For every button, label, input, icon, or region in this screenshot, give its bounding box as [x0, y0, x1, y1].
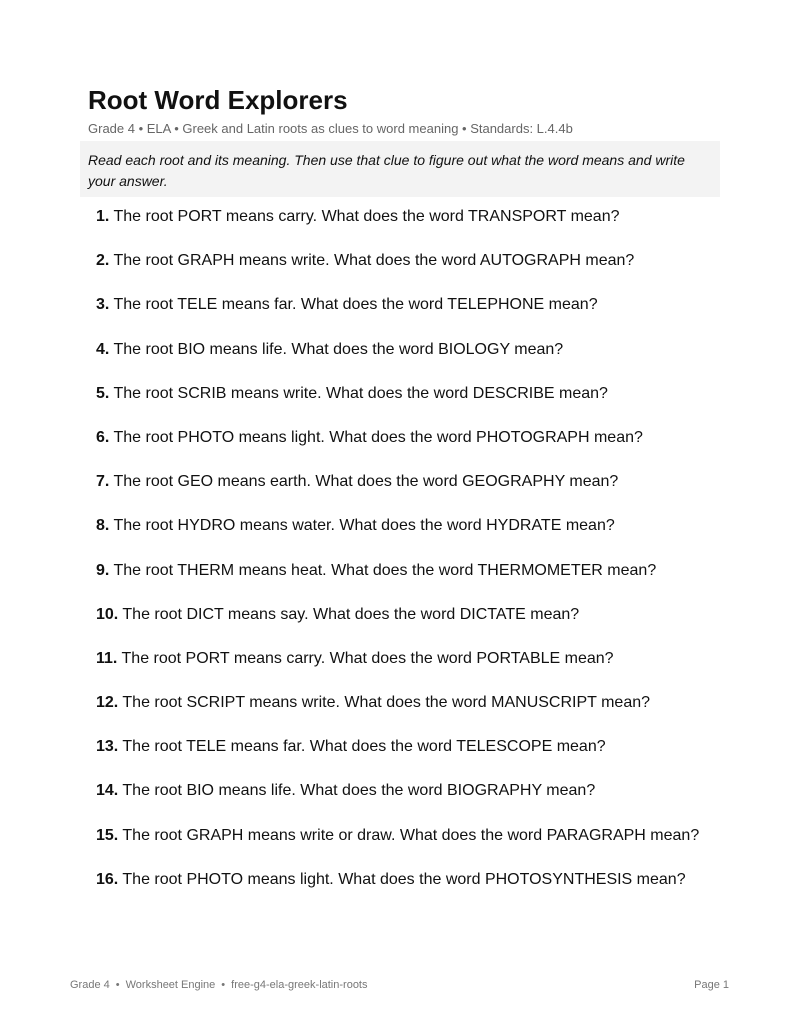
footer-separator: •: [115, 979, 120, 991]
question-number: 15.: [96, 826, 119, 844]
question-number: 12.: [96, 694, 119, 712]
question-text: The root PHOTO means light. What does the word PHOTOGRAPH mean?: [113, 428, 643, 446]
question-text: The root GRAPH means write or draw. What does the word PARAGRAPH mean?: [122, 826, 700, 844]
question-item: [96, 780, 746, 824]
question-item: [96, 560, 746, 604]
question-item: [96, 294, 746, 338]
instructions-box: Read each root and its meaning. Then use that clue to figure out what the word means and write your answer.: [80, 141, 720, 197]
page-number: Page 1: [694, 979, 729, 991]
question-number: 13.: [96, 738, 119, 756]
worksheet-title: Root Word Explorers: [88, 85, 348, 115]
question-text: The root DICT means say. What does the word DICTATE mean?: [122, 605, 580, 623]
question-item: [96, 825, 746, 869]
question-number: 4.: [96, 340, 110, 358]
question-text: The root BIO means life. What does the word BIOGRAPHY mean?: [122, 782, 596, 800]
question-item: [96, 427, 746, 471]
footer-grade: Grade 4: [70, 979, 110, 991]
question-text: The root TELE means far. What does the word TELEPHONE mean?: [113, 296, 598, 314]
question-text: The root THERM means heat. What does the word THERMOMETER mean?: [113, 561, 657, 579]
footer-info: [70, 978, 368, 992]
question-text: The root PHOTO means light. What does the word PHOTOSYNTHESIS mean?: [122, 870, 686, 888]
footer-separator: •: [221, 979, 226, 991]
question-item: [96, 515, 746, 559]
question-item: [96, 604, 746, 648]
question-text: The root SCRIPT means write. What does the word MANUSCRIPT mean?: [122, 694, 651, 712]
question-item: [96, 471, 746, 515]
footer-slug: free-g4-ela-greek-latin-roots: [231, 979, 368, 991]
question-text: The root GRAPH means write. What does the word AUTOGRAPH mean?: [113, 252, 635, 270]
question-text: The root PORT means carry. What does the word TRANSPORT mean?: [113, 208, 620, 225]
question-item: [96, 736, 746, 780]
question-text: The root PORT means carry. What does the word PORTABLE mean?: [121, 649, 614, 667]
question-item: [96, 339, 746, 383]
question-item: [96, 648, 746, 692]
question-number: 1.: [96, 208, 110, 225]
question-text: The root TELE means far. What does the word TELESCOPE mean?: [122, 738, 606, 756]
question-number: 11.: [96, 649, 118, 667]
question-text: The root HYDRO means water. What does the word HYDRATE mean?: [113, 517, 615, 535]
question-number: 6.: [96, 428, 110, 446]
question-item: [96, 692, 746, 736]
question-text: The root GEO means earth. What does the word GEOGRAPHY mean?: [113, 473, 619, 491]
question-number: 10.: [96, 605, 119, 623]
question-text: The root SCRIB means write. What does the word DESCRIBE mean?: [113, 384, 608, 402]
question-text: The root BIO means life. What does the word BIOLOGY mean?: [113, 340, 564, 358]
footer-engine: Worksheet Engine: [125, 979, 216, 991]
question-number: 5.: [96, 384, 110, 402]
question-list: [96, 206, 746, 913]
question-number: 7.: [96, 473, 110, 491]
question-item: [96, 250, 746, 294]
question-item: [96, 869, 746, 913]
worksheet-subtitle: Grade 4 • ELA • Greek and Latin roots as clues to word meaning • Standards: L.4.4b: [88, 121, 573, 136]
question-item: [96, 206, 746, 250]
question-number: 8.: [96, 517, 110, 535]
question-number: 3.: [96, 296, 110, 314]
question-number: 14.: [96, 782, 119, 800]
question-number: 2.: [96, 252, 110, 270]
question-number: 9.: [96, 561, 110, 579]
question-item: [96, 383, 746, 427]
question-number: 16.: [96, 870, 119, 888]
